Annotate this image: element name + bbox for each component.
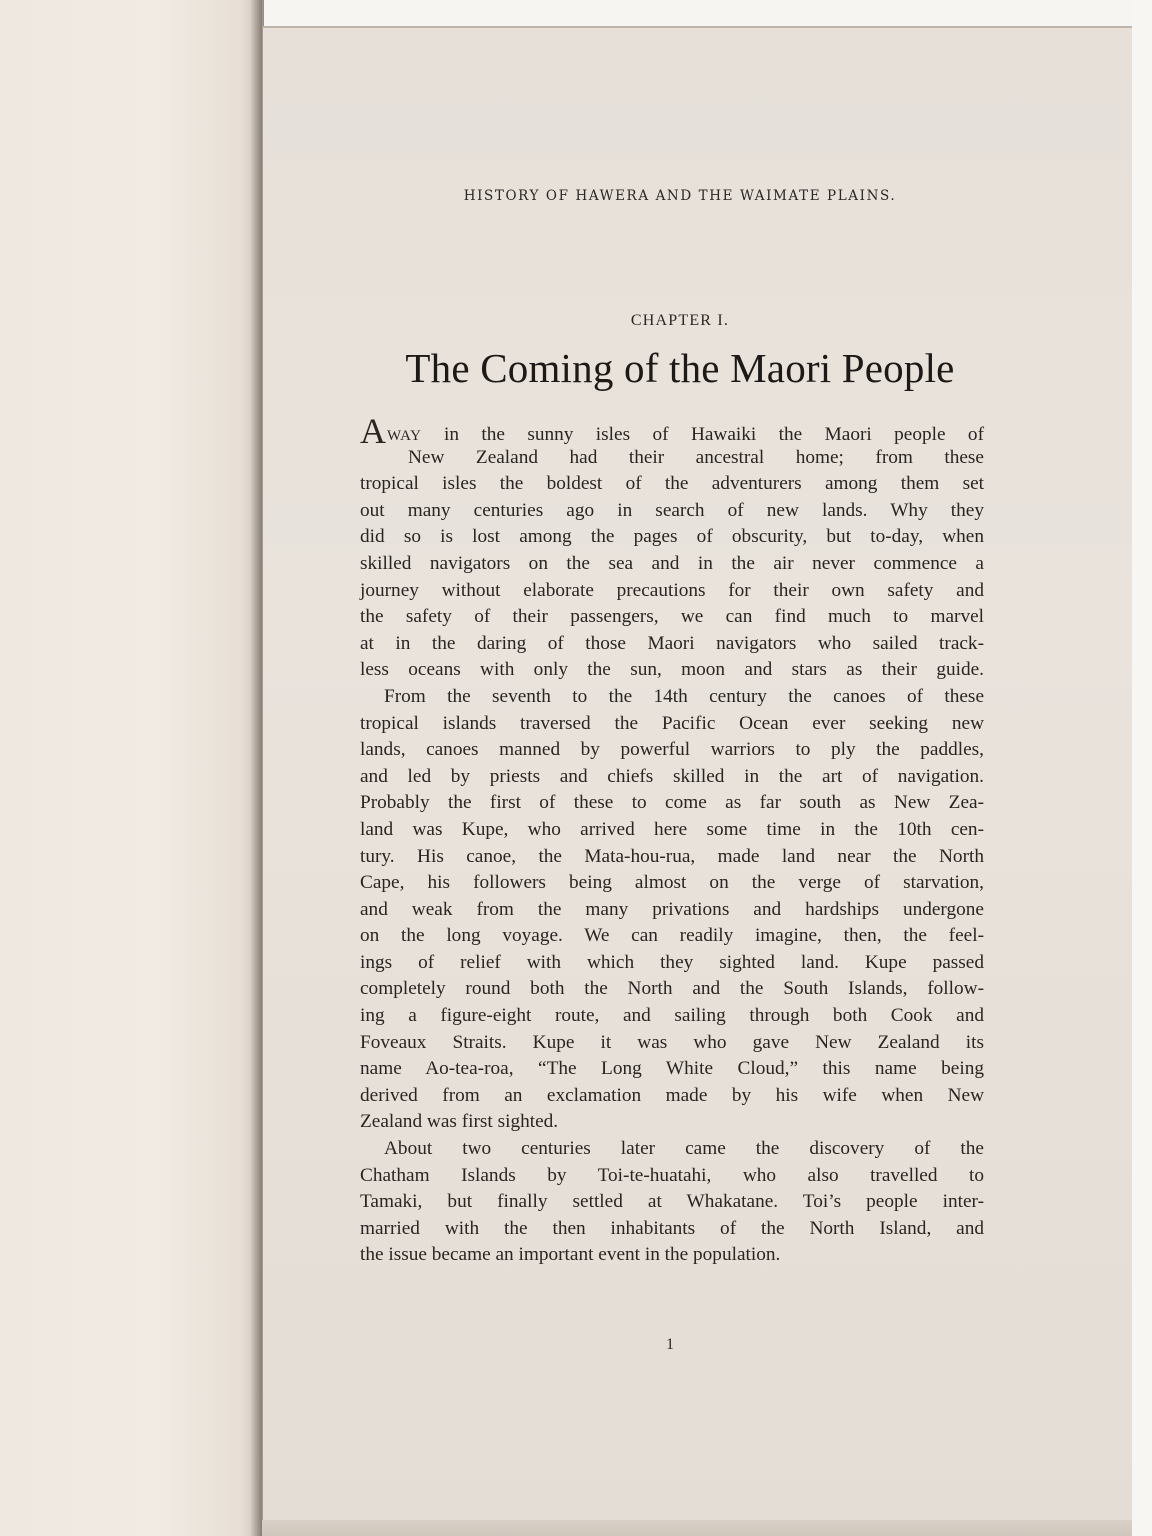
left-page (0, 0, 262, 1536)
text-line: the issue became an important event in the population. (360, 1244, 781, 1266)
text-line: land was Kupe, who arrived here some time in the 10th cen- (360, 818, 984, 840)
text-line: completely round both the North and the South Islands, follow- (360, 978, 984, 1000)
text-line: Probably the first of these to come as far south as New Zea- (360, 792, 984, 814)
text-line: ings of relief with which they sighted land. Kupe passed (360, 951, 984, 973)
text-line: Chatham Islands by Toi-te-huatahi, who also travelled to (360, 1164, 984, 1186)
text-line: tropical isles the boldest of the adventurers among them set (360, 473, 984, 495)
text-line: out many centuries ago in search of new lands. Why they (360, 499, 984, 521)
page-number: 1 (666, 1336, 674, 1353)
first-line-text: in the sunny isles of Hawaiki the Maori people of (421, 424, 984, 445)
text-line: tropical islands traversed the Pacific Ocean ever seeking new (360, 712, 984, 734)
text-line: and weak from the many privations and hardships undergone (360, 898, 984, 920)
chapter-title: The Coming of the Maori People (405, 345, 955, 391)
text-line: About two centuries later came the discovery of the (384, 1138, 984, 1160)
text-line: on the long voyage. We can readily imagine, then, the feel- (360, 925, 984, 947)
text-line: at in the daring of those Maori navigators who sailed track- (360, 632, 984, 654)
text-line: ing a figure-eight route, and sailing through both Cook and (360, 1005, 984, 1027)
page-bottom-edge (262, 1520, 1132, 1536)
text-line: journey without elaborate precautions for their own safety and (360, 579, 984, 601)
text-line: did so is lost among the pages of obscurity, but to-day, when (360, 526, 984, 548)
text-line: lands, canoes manned by powerful warriors to ply the paddles, (360, 739, 984, 761)
text-line: From the seventh to the 14th century the canoes of these (384, 685, 984, 707)
text-line-first (360, 411, 984, 451)
text-line: less oceans with only the sun, moon and stars as their guide. (360, 659, 984, 681)
first-word-small-caps: WAY (387, 428, 422, 444)
drop-cap: A (360, 411, 386, 451)
text-line: Zealand was first sighted. (360, 1111, 559, 1133)
text-line: name Ao-tea-roa, “The Long White Cloud,” this name being (360, 1058, 984, 1080)
chapter-label: CHAPTER I. (630, 312, 730, 329)
body-text (360, 411, 984, 1269)
text-line: Tamaki, but finally settled at Whakatane. Toi’s people inter- (360, 1191, 984, 1213)
text-line: married with the then inhabitants of the North Island, and (360, 1217, 984, 1239)
text-line: Foveaux Straits. Kupe it was who gave New Zealand its (360, 1031, 984, 1053)
text-line: derived from an exclamation made by his wife when New (360, 1084, 984, 1106)
background-margin (1132, 0, 1152, 1536)
text-line: and led by priests and chiefs skilled in the art of navigation. (360, 765, 984, 787)
text-line: tury. His canoe, the Mata-hou-rua, made land near the North (360, 845, 984, 867)
text-line: New Zealand had their ancestral home; from these (408, 446, 984, 468)
running-head: HISTORY OF HAWERA AND THE WAIMATE PLAINS. (463, 188, 897, 204)
text-line: the safety of their passengers, we can find much to marvel (360, 606, 984, 628)
text-line: skilled navigators on the sea and in the air never commence a (360, 552, 984, 574)
text-line: Cape, his followers being almost on the verge of starvation, (360, 872, 984, 894)
